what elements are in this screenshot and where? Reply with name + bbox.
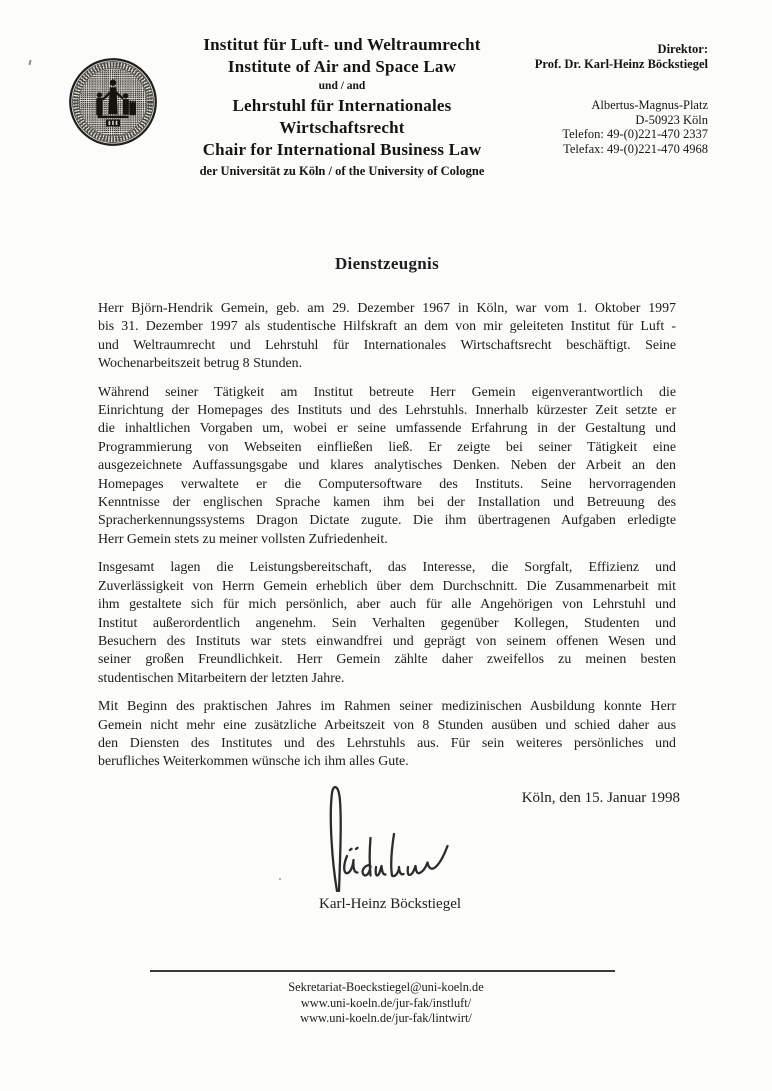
paragraph-line: seiner großen Freundlichkeit. Herr Gemein zählte daher zweifellos zu meinen besten xyxy=(98,652,676,668)
paragraph-line: Herr Björn-Hendrik Gemein, geb. am 29. Dezember 1967 in Köln, war vom 1. Oktober 1997 xyxy=(98,301,676,316)
paragraph xyxy=(98,559,676,688)
paragraph-line: Kenntnisse der englischen Sprache kamen ihm bei der Installation und Betreuung des xyxy=(98,495,676,511)
paragraph-line: studentischen Mitarbeitern der letzten Jahre. xyxy=(98,670,345,686)
institute-name-de: Institut für Luft- und Weltraumrecht xyxy=(203,35,481,54)
chair-name-de-line2: Wirtschaftsrecht xyxy=(279,118,405,137)
letter-body xyxy=(98,300,676,782)
paragraph-line: die inhaltlichen Vorgaben um, wobei er seine umfassende Erfahrung in der Gestaltung und xyxy=(98,421,676,437)
scan-artifact xyxy=(28,60,31,65)
paragraph-line: ihm gestaltete sich für mich persönlich, aber auch für alle Angehörigen von Lehrstuhl und xyxy=(98,597,676,613)
paragraph-line: Homepages verwaltete er die Computersoftware des Instituts. Seine hervorragenden xyxy=(98,476,676,492)
letterhead-right xyxy=(535,42,708,156)
paragraph-line: und Weltraumrecht und Lehrstuhl für Internationales Wirtschaftsrecht beschäftigt. Seine xyxy=(98,337,676,353)
paragraph-line: Zuverlässigkeit von Herrn Gemein erheblich über dem Durchschnitt. Die Zusammenarbeit mit xyxy=(98,578,676,594)
paragraph-line: ausgezeichnete Auffassungsgabe und klares analytisches Denken. Neben der Arbeit an den xyxy=(98,458,676,474)
paragraph xyxy=(98,384,676,550)
paragraph-line: Herr Gemein stets zu meiner vollsten Zufriedenheit. xyxy=(98,531,388,547)
footer-url-institute: www.uni-koeln.de/jur-fak/instluft/ xyxy=(300,995,472,1010)
paragraph-line: berufliches Weiterkommen wünsche ich ihm alles Gute. xyxy=(98,754,409,770)
paragraph-line: Einrichtung der Homepages des Instituts und des Lehrstuhls. Innerhalb kürzester Zeit setzte er xyxy=(98,403,676,419)
footer-divider xyxy=(150,970,615,972)
chair-name-en: Chair for International Business Law xyxy=(202,140,482,159)
address-city: D-50923 Köln xyxy=(635,112,708,127)
place-date-line: Köln, den 15. Januar 1998 xyxy=(521,790,680,806)
paragraph-line: bis 31. Dezember 1997 als studentische Hilfskraft an dem von mir geleiteten Institut für Luft - xyxy=(98,319,676,335)
address-street: Albertus-Magnus-Platz xyxy=(591,98,708,112)
handwritten-signature xyxy=(316,780,456,892)
paragraph xyxy=(98,300,676,374)
phone-number: Telefon: 49-(0)221-470 2337 xyxy=(562,127,708,142)
footer-url-chair: www.uni-koeln.de/jur-fak/lintwirt/ xyxy=(300,1011,472,1026)
paragraph-line: Besuchern des Instituts war stets einwandfrei und geprägt von seinem offenen Wesen und xyxy=(98,633,676,649)
document-title: Dienstzeugnis xyxy=(334,254,439,273)
director-label: Direktor: xyxy=(657,42,708,56)
paragraph-line: Programmierung von Webseiten einfließen ließ. Er zeigte bei seiner Tätigkeit eine xyxy=(98,439,676,455)
und-and-separator: und / and xyxy=(318,80,366,92)
chair-name-de-line1: Lehrstuhl für Internationales xyxy=(232,96,452,115)
footer-email: Sekretariat-Boeckstiegel@uni-koeln.de xyxy=(288,980,484,994)
paragraph xyxy=(98,698,676,772)
fax-number: Telefax: 49-(0)221-470 4968 xyxy=(563,141,708,156)
university-affiliation: der Universität zu Köln / of the University of Cologne xyxy=(199,164,485,178)
paragraph-line: Spracherkennungssystems Dragon Dictate zugute. Die ihm übertragenen Aufgaben erledigte xyxy=(98,513,676,529)
paragraph-line: Wochenarbeitszeit betrug 8 Stunden. xyxy=(98,356,303,372)
letterhead-center xyxy=(158,34,526,181)
institute-name-en: Institute of Air and Space Law xyxy=(227,57,457,76)
paragraph-line: den Diensten des Institutes und des Lehrstuhls aus. Für sein weiteres persönliches und xyxy=(98,735,676,751)
paragraph-line: Institut außerordentlich angenehm. Sein Verhalten gegenüber Kollegen, Studenten und xyxy=(98,615,676,631)
paragraph-line: Mit Beginn des praktischen Jahres im Rahmen seiner medizinischen Ausbildung konnte Herr xyxy=(98,699,676,715)
signer-name: Karl-Heinz Böckstiegel xyxy=(318,896,462,912)
director-name: Prof. Dr. Karl-Heinz Böckstiegel xyxy=(534,57,708,71)
university-of-cologne-seal-icon xyxy=(66,55,160,149)
paragraph-line: Während seiner Tätigkeit am Institut betreute Herr Gemein eigenverantwortlich die xyxy=(98,384,676,400)
paragraph-line: Gemein nicht mehr eine zusätzliche Arbeitszeit von 8 Stunden ausüben und schied daher aus xyxy=(98,717,676,733)
scan-artifact xyxy=(279,878,281,880)
paragraph-line: Insgesamt lagen die Leistungsbereitschaft, das Interesse, die Sorgfalt, Effizienz und xyxy=(98,560,676,576)
footer-contact xyxy=(100,980,672,1027)
